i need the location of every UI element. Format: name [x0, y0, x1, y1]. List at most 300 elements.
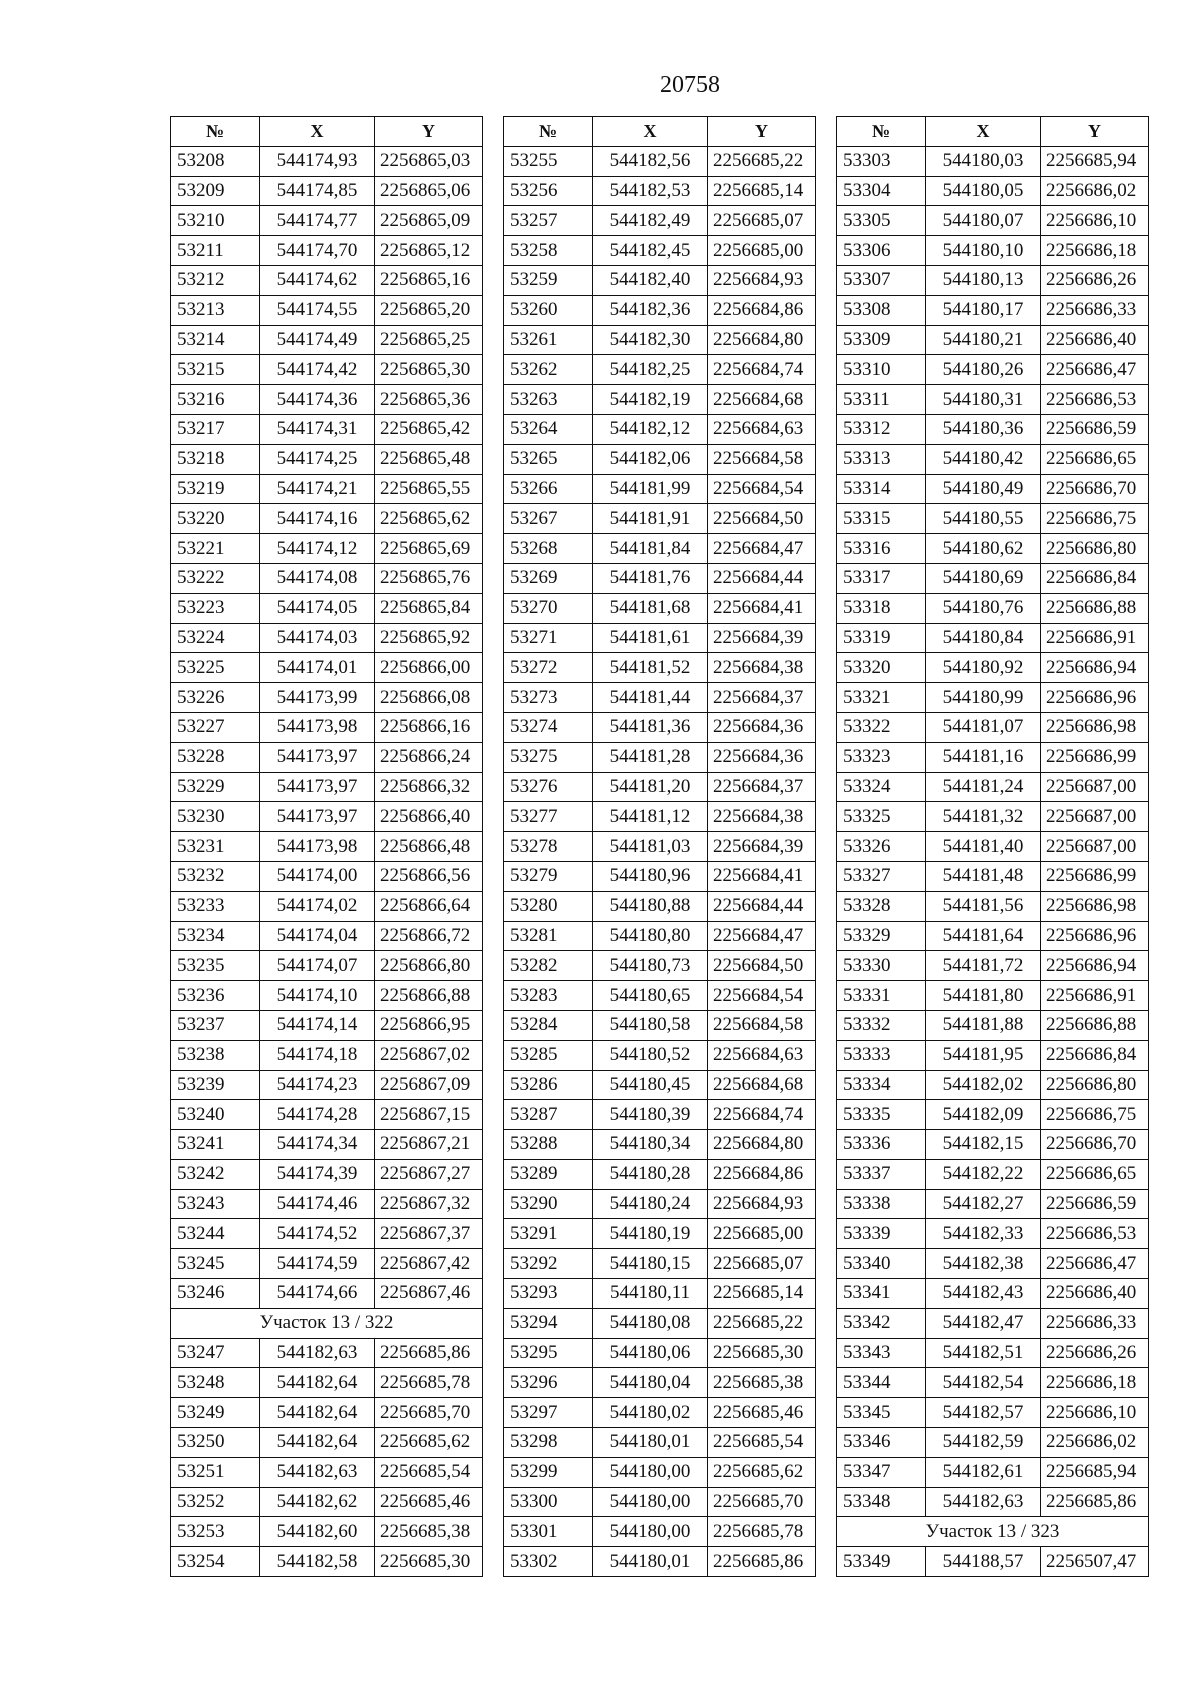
x-coordinate-cell: 544180,84: [926, 623, 1041, 653]
x-coordinate-cell: 544174,93: [260, 146, 375, 176]
point-number-cell: 53313: [837, 444, 926, 474]
point-number-cell: 53334: [837, 1070, 926, 1100]
x-coordinate-cell: 544181,07: [926, 712, 1041, 742]
y-coordinate-cell: 2256684,68: [708, 1070, 816, 1100]
point-number-cell: 53211: [171, 236, 260, 266]
point-number-cell: 53288: [504, 1130, 593, 1160]
y-coordinate-cell: 2256866,48: [375, 832, 483, 862]
point-number-cell: 53348: [837, 1487, 926, 1517]
x-coordinate-cell: 544174,55: [260, 295, 375, 325]
x-coordinate-cell: 544181,20: [593, 772, 708, 802]
y-coordinate-cell: 2256686,10: [1041, 206, 1149, 236]
y-coordinate-cell: 2256685,86: [708, 1547, 816, 1577]
table-row: [504, 534, 816, 564]
table-row: [504, 206, 816, 236]
x-coordinate-cell: 544182,19: [593, 385, 708, 415]
table-row: [171, 176, 483, 206]
y-coordinate-cell: 2256684,86: [708, 295, 816, 325]
table-row: [504, 1010, 816, 1040]
point-number-cell: 53275: [504, 742, 593, 772]
y-coordinate-cell: 2256866,24: [375, 742, 483, 772]
table-row: [171, 563, 483, 593]
point-number-cell: 53258: [504, 236, 593, 266]
y-coordinate-cell: 2256686,84: [1041, 563, 1149, 593]
point-number-cell: 53301: [504, 1517, 593, 1547]
y-coordinate-cell: 2256686,65: [1041, 1159, 1149, 1189]
table-row: [504, 1249, 816, 1279]
y-coordinate-cell: 2256684,58: [708, 444, 816, 474]
y-coordinate-cell: 2256685,30: [708, 1338, 816, 1368]
point-number-cell: 53297: [504, 1398, 593, 1428]
y-coordinate-cell: 2256686,98: [1041, 891, 1149, 921]
point-number-cell: 53264: [504, 414, 593, 444]
x-coordinate-cell: 544173,97: [260, 802, 375, 832]
point-number-cell: 53306: [837, 236, 926, 266]
point-number-cell: 53323: [837, 742, 926, 772]
y-coordinate-cell: 2256867,15: [375, 1100, 483, 1130]
x-coordinate-cell: 544180,80: [593, 921, 708, 951]
point-number-cell: 53344: [837, 1368, 926, 1398]
table-row: [837, 265, 1149, 295]
x-coordinate-cell: 544182,33: [926, 1219, 1041, 1249]
x-coordinate-cell: 544182,22: [926, 1159, 1041, 1189]
point-number-cell: 53333: [837, 1040, 926, 1070]
point-number-cell: 53228: [171, 742, 260, 772]
table-row: [171, 1398, 483, 1428]
point-number-cell: 53302: [504, 1547, 593, 1577]
table-row: [837, 921, 1149, 951]
x-coordinate-cell: 544174,02: [260, 891, 375, 921]
x-coordinate-cell: 544180,39: [593, 1100, 708, 1130]
point-number-cell: 53310: [837, 355, 926, 385]
table-row: [837, 1547, 1149, 1577]
table-row: [504, 1547, 816, 1577]
point-number-cell: 53273: [504, 683, 593, 713]
x-coordinate-cell: 544180,55: [926, 504, 1041, 534]
x-coordinate-cell: 544174,66: [260, 1279, 375, 1309]
point-number-cell: 53271: [504, 623, 593, 653]
point-number-cell: 53249: [171, 1398, 260, 1428]
table-row: [171, 921, 483, 951]
point-number-cell: 53300: [504, 1487, 593, 1517]
x-coordinate-cell: 544181,72: [926, 951, 1041, 981]
point-number-cell: 53299: [504, 1457, 593, 1487]
x-coordinate-cell: 544180,24: [593, 1189, 708, 1219]
point-number-cell: 53215: [171, 355, 260, 385]
point-number-cell: 53282: [504, 951, 593, 981]
header-y: Y: [375, 117, 483, 147]
point-number-cell: 53321: [837, 683, 926, 713]
point-number-cell: 53263: [504, 385, 593, 415]
point-number-cell: 53231: [171, 832, 260, 862]
point-number-cell: 53330: [837, 951, 926, 981]
point-number-cell: 53239: [171, 1070, 260, 1100]
table-row: [171, 325, 483, 355]
x-coordinate-cell: 544174,21: [260, 474, 375, 504]
point-number-cell: 53240: [171, 1100, 260, 1130]
point-number-cell: 53347: [837, 1457, 926, 1487]
point-number-cell: 53246: [171, 1279, 260, 1309]
x-coordinate-cell: 544174,39: [260, 1159, 375, 1189]
point-number-cell: 53255: [504, 146, 593, 176]
table-row: [837, 1040, 1149, 1070]
point-number-cell: 53213: [171, 295, 260, 325]
point-number-cell: 53289: [504, 1159, 593, 1189]
y-coordinate-cell: 2256865,06: [375, 176, 483, 206]
x-coordinate-cell: 544180,15: [593, 1249, 708, 1279]
y-coordinate-cell: 2256865,03: [375, 146, 483, 176]
y-coordinate-cell: 2256685,70: [375, 1398, 483, 1428]
point-number-cell: 53294: [504, 1308, 593, 1338]
y-coordinate-cell: 2256685,62: [375, 1428, 483, 1458]
point-number-cell: 53284: [504, 1010, 593, 1040]
table-row: [837, 653, 1149, 683]
coordinates-table-1: [170, 116, 483, 1577]
x-coordinate-cell: 544181,24: [926, 772, 1041, 802]
table-row: [171, 474, 483, 504]
table-row: [837, 832, 1149, 862]
y-coordinate-cell: 2256687,00: [1041, 802, 1149, 832]
table-row: [837, 563, 1149, 593]
table-row: [837, 1487, 1149, 1517]
point-number-cell: 53315: [837, 504, 926, 534]
x-coordinate-cell: 544174,01: [260, 653, 375, 683]
x-coordinate-cell: 544181,12: [593, 802, 708, 832]
y-coordinate-cell: 2256684,74: [708, 355, 816, 385]
y-coordinate-cell: 2256684,36: [708, 712, 816, 742]
x-coordinate-cell: 544174,10: [260, 981, 375, 1011]
x-coordinate-cell: 544180,07: [926, 206, 1041, 236]
y-coordinate-cell: 2256685,07: [708, 1249, 816, 1279]
y-coordinate-cell: 2256685,46: [708, 1398, 816, 1428]
y-coordinate-cell: 2256684,38: [708, 802, 816, 832]
x-coordinate-cell: 544181,28: [593, 742, 708, 772]
x-coordinate-cell: 544174,77: [260, 206, 375, 236]
table-row: [837, 891, 1149, 921]
x-coordinate-cell: 544180,13: [926, 265, 1041, 295]
x-coordinate-cell: 544181,61: [593, 623, 708, 653]
point-number-cell: 53277: [504, 802, 593, 832]
table-row: [171, 1040, 483, 1070]
table-row: [171, 1547, 483, 1577]
y-coordinate-cell: 2256686,26: [1041, 1338, 1149, 1368]
x-coordinate-cell: 544174,28: [260, 1100, 375, 1130]
x-coordinate-cell: 544173,99: [260, 683, 375, 713]
y-coordinate-cell: 2256686,40: [1041, 1279, 1149, 1309]
point-number-cell: 53274: [504, 712, 593, 742]
x-coordinate-cell: 544174,16: [260, 504, 375, 534]
point-number-cell: 53337: [837, 1159, 926, 1189]
point-number-cell: 53295: [504, 1338, 593, 1368]
x-coordinate-cell: 544182,58: [260, 1547, 375, 1577]
table-row: [171, 683, 483, 713]
x-coordinate-cell: 544180,10: [926, 236, 1041, 266]
point-number-cell: 53214: [171, 325, 260, 355]
y-coordinate-cell: 2256686,59: [1041, 1189, 1149, 1219]
point-number-cell: 53322: [837, 712, 926, 742]
table-row: [504, 355, 816, 385]
x-coordinate-cell: 544182,25: [593, 355, 708, 385]
table-row: [504, 1279, 816, 1309]
table-row: [504, 981, 816, 1011]
table-row: [837, 1398, 1149, 1428]
point-number-cell: 53232: [171, 861, 260, 891]
table-row: [837, 325, 1149, 355]
point-number-cell: 53262: [504, 355, 593, 385]
y-coordinate-cell: 2256865,48: [375, 444, 483, 474]
point-number-cell: 53281: [504, 921, 593, 951]
point-number-cell: 53291: [504, 1219, 593, 1249]
point-number-cell: 53226: [171, 683, 260, 713]
point-number-cell: 53253: [171, 1517, 260, 1547]
y-coordinate-cell: 2256685,54: [708, 1428, 816, 1458]
table-row: [171, 1368, 483, 1398]
point-number-cell: 53266: [504, 474, 593, 504]
x-coordinate-cell: 544182,63: [260, 1338, 375, 1368]
x-coordinate-cell: 544181,95: [926, 1040, 1041, 1070]
point-number-cell: 53298: [504, 1428, 593, 1458]
table-row: [171, 444, 483, 474]
x-coordinate-cell: 544180,96: [593, 861, 708, 891]
x-coordinate-cell: 544181,36: [593, 712, 708, 742]
y-coordinate-cell: 2256684,37: [708, 683, 816, 713]
y-coordinate-cell: 2256686,96: [1041, 921, 1149, 951]
y-coordinate-cell: 2256866,00: [375, 653, 483, 683]
table-row: [171, 742, 483, 772]
x-coordinate-cell: 544180,21: [926, 325, 1041, 355]
point-number-cell: 53265: [504, 444, 593, 474]
coordinates-table-2: [503, 116, 816, 1577]
table-row: [837, 772, 1149, 802]
x-coordinate-cell: 544174,52: [260, 1219, 375, 1249]
table-row: [837, 474, 1149, 504]
table-row: [171, 534, 483, 564]
x-coordinate-cell: 544180,45: [593, 1070, 708, 1100]
table-row: [504, 1040, 816, 1070]
y-coordinate-cell: 2256686,88: [1041, 1010, 1149, 1040]
x-coordinate-cell: 544182,61: [926, 1457, 1041, 1487]
table-row: [504, 444, 816, 474]
x-coordinate-cell: 544180,28: [593, 1159, 708, 1189]
x-coordinate-cell: 544174,85: [260, 176, 375, 206]
y-coordinate-cell: 2256684,44: [708, 563, 816, 593]
y-coordinate-cell: 2256685,86: [1041, 1487, 1149, 1517]
point-number-cell: 53329: [837, 921, 926, 951]
header-x: X: [926, 117, 1041, 147]
y-coordinate-cell: 2256686,99: [1041, 861, 1149, 891]
x-coordinate-cell: 544174,42: [260, 355, 375, 385]
x-coordinate-cell: 544181,16: [926, 742, 1041, 772]
point-number-cell: 53292: [504, 1249, 593, 1279]
x-coordinate-cell: 544173,98: [260, 832, 375, 862]
x-coordinate-cell: 544180,02: [593, 1398, 708, 1428]
y-coordinate-cell: 2256686,33: [1041, 1308, 1149, 1338]
y-coordinate-cell: 2256866,08: [375, 683, 483, 713]
y-coordinate-cell: 2256684,54: [708, 981, 816, 1011]
x-coordinate-cell: 544180,65: [593, 981, 708, 1011]
y-coordinate-cell: 2256684,74: [708, 1100, 816, 1130]
point-number-cell: 53324: [837, 772, 926, 802]
table-row: [171, 802, 483, 832]
table-row: [504, 146, 816, 176]
point-number-cell: 53326: [837, 832, 926, 862]
table-row: [504, 1219, 816, 1249]
x-coordinate-cell: 544173,97: [260, 742, 375, 772]
table-row: [837, 1279, 1149, 1309]
y-coordinate-cell: 2256686,88: [1041, 593, 1149, 623]
x-coordinate-cell: 544180,00: [593, 1487, 708, 1517]
point-number-cell: 53336: [837, 1130, 926, 1160]
y-coordinate-cell: 2256684,47: [708, 534, 816, 564]
point-number-cell: 53267: [504, 504, 593, 534]
table-row: [171, 1279, 483, 1309]
table-row: [837, 414, 1149, 444]
y-coordinate-cell: 2256684,63: [708, 1040, 816, 1070]
x-coordinate-cell: 544182,02: [926, 1070, 1041, 1100]
table-row: [837, 385, 1149, 415]
x-coordinate-cell: 544182,36: [593, 295, 708, 325]
x-coordinate-cell: 544180,76: [926, 593, 1041, 623]
table-row: [171, 1189, 483, 1219]
y-coordinate-cell: 2256867,09: [375, 1070, 483, 1100]
x-coordinate-cell: 544174,14: [260, 1010, 375, 1040]
table-row: [171, 1338, 483, 1368]
table-row: [171, 1219, 483, 1249]
point-number-cell: 53237: [171, 1010, 260, 1040]
y-coordinate-cell: 2256865,55: [375, 474, 483, 504]
header-number: №: [171, 117, 260, 147]
y-coordinate-cell: 2256686,80: [1041, 534, 1149, 564]
y-coordinate-cell: 2256684,41: [708, 861, 816, 891]
table-row: [837, 1219, 1149, 1249]
y-coordinate-cell: 2256685,14: [708, 176, 816, 206]
y-coordinate-cell: 2256866,95: [375, 1010, 483, 1040]
table-row: [504, 1189, 816, 1219]
y-coordinate-cell: 2256685,14: [708, 1279, 816, 1309]
x-coordinate-cell: 544174,07: [260, 951, 375, 981]
x-coordinate-cell: 544182,64: [260, 1368, 375, 1398]
table-row: [171, 861, 483, 891]
x-coordinate-cell: 544181,44: [593, 683, 708, 713]
table-row: [171, 623, 483, 653]
table-row: [171, 355, 483, 385]
x-coordinate-cell: 544180,05: [926, 176, 1041, 206]
table-row: [837, 504, 1149, 534]
table-row: [504, 802, 816, 832]
y-coordinate-cell: 2256865,30: [375, 355, 483, 385]
table-row: [171, 1457, 483, 1487]
y-coordinate-cell: 2256685,70: [708, 1487, 816, 1517]
x-coordinate-cell: 544182,64: [260, 1398, 375, 1428]
table-row: [504, 742, 816, 772]
point-number-cell: 53270: [504, 593, 593, 623]
point-number-cell: 53251: [171, 1457, 260, 1487]
table-row: [171, 593, 483, 623]
point-number-cell: 53225: [171, 653, 260, 683]
y-coordinate-cell: 2256865,20: [375, 295, 483, 325]
x-coordinate-cell: 544181,52: [593, 653, 708, 683]
table-row: [171, 414, 483, 444]
point-number-cell: 53311: [837, 385, 926, 415]
point-number-cell: 53331: [837, 981, 926, 1011]
x-coordinate-cell: 544180,04: [593, 1368, 708, 1398]
table-row: [504, 832, 816, 862]
x-coordinate-cell: 544181,91: [593, 504, 708, 534]
table-row: [504, 385, 816, 415]
x-coordinate-cell: 544180,31: [926, 385, 1041, 415]
table-row: [837, 981, 1149, 1011]
y-coordinate-cell: 2256684,39: [708, 623, 816, 653]
x-coordinate-cell: 544174,12: [260, 534, 375, 564]
table-row: [504, 295, 816, 325]
point-number-cell: 53254: [171, 1547, 260, 1577]
table-row: [504, 772, 816, 802]
x-coordinate-cell: 544174,62: [260, 265, 375, 295]
table-row: [504, 1159, 816, 1189]
table-row: [171, 1517, 483, 1547]
y-coordinate-cell: 2256866,88: [375, 981, 483, 1011]
point-number-cell: 53346: [837, 1428, 926, 1458]
y-coordinate-cell: 2256686,33: [1041, 295, 1149, 325]
coordinates-table-3: [836, 116, 1149, 1577]
y-coordinate-cell: 2256685,22: [708, 146, 816, 176]
y-coordinate-cell: 2256865,76: [375, 563, 483, 593]
x-coordinate-cell: 544182,56: [593, 146, 708, 176]
x-coordinate-cell: 544182,09: [926, 1100, 1041, 1130]
point-number-cell: 53285: [504, 1040, 593, 1070]
table-row: [171, 1010, 483, 1040]
x-coordinate-cell: 544182,43: [926, 1279, 1041, 1309]
table-row: [171, 653, 483, 683]
table-row: [837, 1010, 1149, 1040]
y-coordinate-cell: 2256507,47: [1041, 1547, 1149, 1577]
table-header-row: [171, 117, 483, 147]
section-row: [171, 1308, 483, 1338]
table-row: [171, 1487, 483, 1517]
point-number-cell: 53279: [504, 861, 593, 891]
table-row: [837, 1070, 1149, 1100]
x-coordinate-cell: 544182,62: [260, 1487, 375, 1517]
x-coordinate-cell: 544180,01: [593, 1428, 708, 1458]
y-coordinate-cell: 2256687,00: [1041, 772, 1149, 802]
y-coordinate-cell: 2256685,78: [708, 1517, 816, 1547]
x-coordinate-cell: 544180,19: [593, 1219, 708, 1249]
table-row: [837, 1159, 1149, 1189]
point-number-cell: 53259: [504, 265, 593, 295]
point-number-cell: 53250: [171, 1428, 260, 1458]
point-number-cell: 53340: [837, 1249, 926, 1279]
y-coordinate-cell: 2256686,99: [1041, 742, 1149, 772]
x-coordinate-cell: 544180,69: [926, 563, 1041, 593]
x-coordinate-cell: 544182,59: [926, 1428, 1041, 1458]
y-coordinate-cell: 2256686,70: [1041, 1130, 1149, 1160]
table-row: [504, 1100, 816, 1130]
point-number-cell: 53332: [837, 1010, 926, 1040]
point-number-cell: 53343: [837, 1338, 926, 1368]
x-coordinate-cell: 544180,36: [926, 414, 1041, 444]
y-coordinate-cell: 2256684,54: [708, 474, 816, 504]
table-row: [837, 1308, 1149, 1338]
section-row: [837, 1517, 1149, 1547]
y-coordinate-cell: 2256867,32: [375, 1189, 483, 1219]
y-coordinate-cell: 2256867,27: [375, 1159, 483, 1189]
point-number-cell: 53260: [504, 295, 593, 325]
table-row: [837, 534, 1149, 564]
y-coordinate-cell: 2256686,70: [1041, 474, 1149, 504]
table-row: [504, 474, 816, 504]
x-coordinate-cell: 544180,34: [593, 1130, 708, 1160]
header-x: X: [260, 117, 375, 147]
